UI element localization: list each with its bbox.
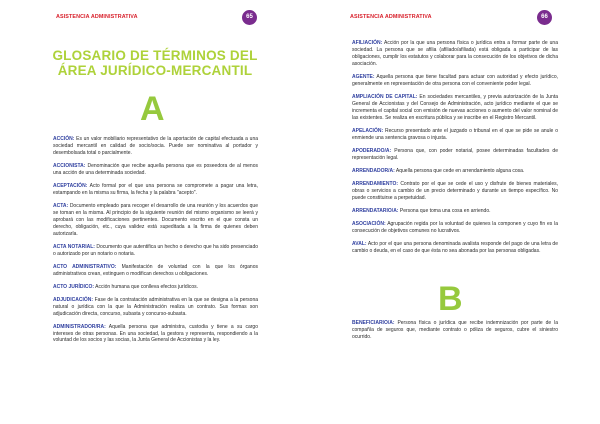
glossary-entries (53, 136, 258, 351)
entry-definition: Documento que autentifica un hecho o derecho que ha sido presenciado o autorizado por un notario o notaria. (53, 243, 259, 257)
glossary-entries (352, 40, 558, 261)
glossary-entry (352, 208, 558, 215)
glossary-entry (53, 284, 258, 291)
glossary-entry (53, 163, 258, 177)
entry-definition: Acción humana que conlleva efectos jurídicos. (95, 283, 198, 290)
entry-definition: Documento empleado para recoger el desarrollo de una reunión y los acuerdos que se toman en la misma. Al principio de la siguiente reunión del mismo organismo se leerá y aprobará con las modificaciones pertinentes. Documento escrito en el que consta un derecho, obligación, etc., cuya validez está supeditada a la firma de quienes deben autorizarla. (53, 202, 258, 237)
section-letter-a: A (140, 90, 165, 128)
entry-term: ACCIONISTA: (53, 162, 86, 169)
running-header: ASISTENCIA ADMINISTRATIVA (350, 14, 432, 20)
entry-term: AMPLIACIÓN DE CAPITAL: (352, 93, 418, 100)
glossary-entry (352, 148, 558, 162)
page-number-badge: 66 (537, 10, 552, 25)
glossary-entry (352, 74, 558, 88)
entry-term: ACTO JURÍDICO: (53, 283, 95, 290)
entry-definition: Aquella persona que tiene facultad para actuar con autoridad y efecto jurídico, generalmente en representación de otra persona con el conveniente poder legal. (352, 73, 558, 87)
entry-term: ACEPTACIÓN: (53, 182, 88, 189)
entry-term: ADJUDICACIÓN: (53, 296, 93, 303)
glossary-entry (53, 203, 258, 238)
entry-term: ACCIÓN: (53, 136, 75, 142)
entry-definition: Denominación que recibe aquella persona que es poseedora de al menos una acción de una determinada sociedad. (53, 162, 258, 176)
entry-definition: Acción por la que una persona física o jurídica entra a formar parte de una sociedad. La persona que se afilia (afiliado/afiliada) está obligada a participar de las obligaciones, cumplir los estatutos y colaborar para la consecución de los objetivos de dicha asociación. (352, 40, 558, 67)
glossary-entry (352, 241, 558, 255)
glossary-entry (53, 324, 258, 345)
glossary-entry (352, 40, 558, 68)
entry-term: ARRENDAMIENTO: (352, 180, 399, 187)
entry-definition: Agrupación regida por la voluntad de quienes la componen y cuyo fin es la consecución de objetivos comunes no lucrativos. (352, 220, 558, 234)
entry-term: ADMINISTRADOR/RA: (53, 323, 106, 330)
entry-definition: Acto formal por el que una persona se compromete a pagar una letra, estampando en la misma su firma, la fecha y la palabra "acepto". (53, 182, 258, 196)
glossary-entry (53, 183, 258, 197)
glossary-entries-b (352, 320, 558, 347)
glossary-entry (352, 94, 558, 122)
entry-term: AGENTE: (352, 73, 375, 80)
section-letter-b: B (438, 280, 463, 318)
glossary-entry (352, 168, 558, 175)
entry-term: ACTA: (53, 202, 69, 209)
entry-term: AFILIACIÓN: (352, 40, 383, 46)
entry-definition: Aquella persona que cede en arrendamiento alguna cosa. (395, 167, 525, 174)
entry-definition: En sociedades mercantiles, y previa autorización de la Junta General de Accionistas y del Consejo de Administración, acto jurídico mediante el que se incrementa el capital social con emisión de nuevas acciones o aumento del valor nominal de las existentes. Se realiza en escritura pública y se inscribe en el Registro Mercantil. (352, 93, 558, 121)
glossary-entry (53, 244, 258, 258)
entry-term: ASOCIACIÓN: (352, 220, 386, 227)
running-header: ASISTENCIA ADMINISTRATIVA (56, 14, 138, 20)
entry-definition: Persona física o jurídica que recibe indemnización por parte de la compañía de seguros que, mediante contrato o póliza de seguros, cubre el siniestro ocurrido. (352, 320, 558, 340)
entry-definition: Acto por el que una persona denominada avalista responde del pago de una letra de cambio o deuda, en el caso de que ésta no sea abonada por las personas obligadas. (352, 240, 558, 254)
page-number-badge: 65 (242, 10, 257, 25)
title-line-2: ÁREA JURÍDICO-MERCANTIL (57, 63, 253, 78)
entry-definition: Fase de la contratación administrativa en la que se designa a la persona natural o jurídica con la que la Administración realiza un contrato. Sus formas son adjudicación directa, concurso, subasta y concurso-subasta. (53, 296, 259, 317)
entry-definition: Aquella persona que administra, custodia y tiene a su cargo intereses de otras personas. En una sociedad, la gestora y representa, respondiendo a la voluntad de los socios y las socias, la Junta General de Accionistas y la ley. (53, 323, 258, 344)
entry-term: ARRENDATARIO/A: (352, 207, 399, 214)
entry-term: APODERADO/A: (352, 147, 392, 154)
entry-term: ACTA NOTARIAL: (53, 243, 95, 250)
glossary-entry (53, 136, 258, 157)
entry-term: BENEFICIARIO/A: (352, 320, 395, 326)
glossary-entry (352, 128, 558, 142)
glossary-entry (53, 264, 258, 278)
glossary-entry (352, 320, 558, 341)
right-page (300, 0, 600, 424)
glossary-entry (53, 297, 258, 318)
entry-term: AVAL: (352, 240, 367, 247)
entry-definition: Manifestación de voluntad con la que los órganos administrativos crean, extinguen o modifican derechos u obligaciones. (53, 263, 258, 277)
entry-term: APELACIÓN: (352, 127, 384, 134)
title-line-1: GLOSARIO DE TÉRMINOS DEL (52, 48, 258, 63)
entry-definition: Es un valor mobiliario representativo de la aportación de capital efectuada a una sociedad mercantil en calidad de socio/socia. Puede ser nominativa al portador y desembolsada total o parcialmente. (53, 136, 259, 156)
entry-term: ACTO ADMINISTRATIVO: (53, 263, 117, 270)
glossary-entry (352, 221, 558, 235)
entry-definition: Recurso presentado ante el juzgado o tribunal en el que se pide se anule o enmiende una sentencia gravosa o injusta. (352, 127, 558, 141)
entry-definition: Persona que toma una cosa en arriendo. (399, 207, 491, 214)
entry-definition: Persona que, con poder notarial, posee determinadas facultades de representación legal. (352, 147, 558, 161)
glossary-entry (352, 181, 558, 202)
entry-term: ARRENDADOR/A: (352, 167, 395, 174)
entry-definition: Contrato por el que se cede el uso y disfrute de bienes materiales, obras o servicios a cambio de un precio determinado y durante un tiempo específico. No puede constituirse a perpetuidad. (352, 180, 558, 201)
glossary-title (45, 48, 265, 78)
